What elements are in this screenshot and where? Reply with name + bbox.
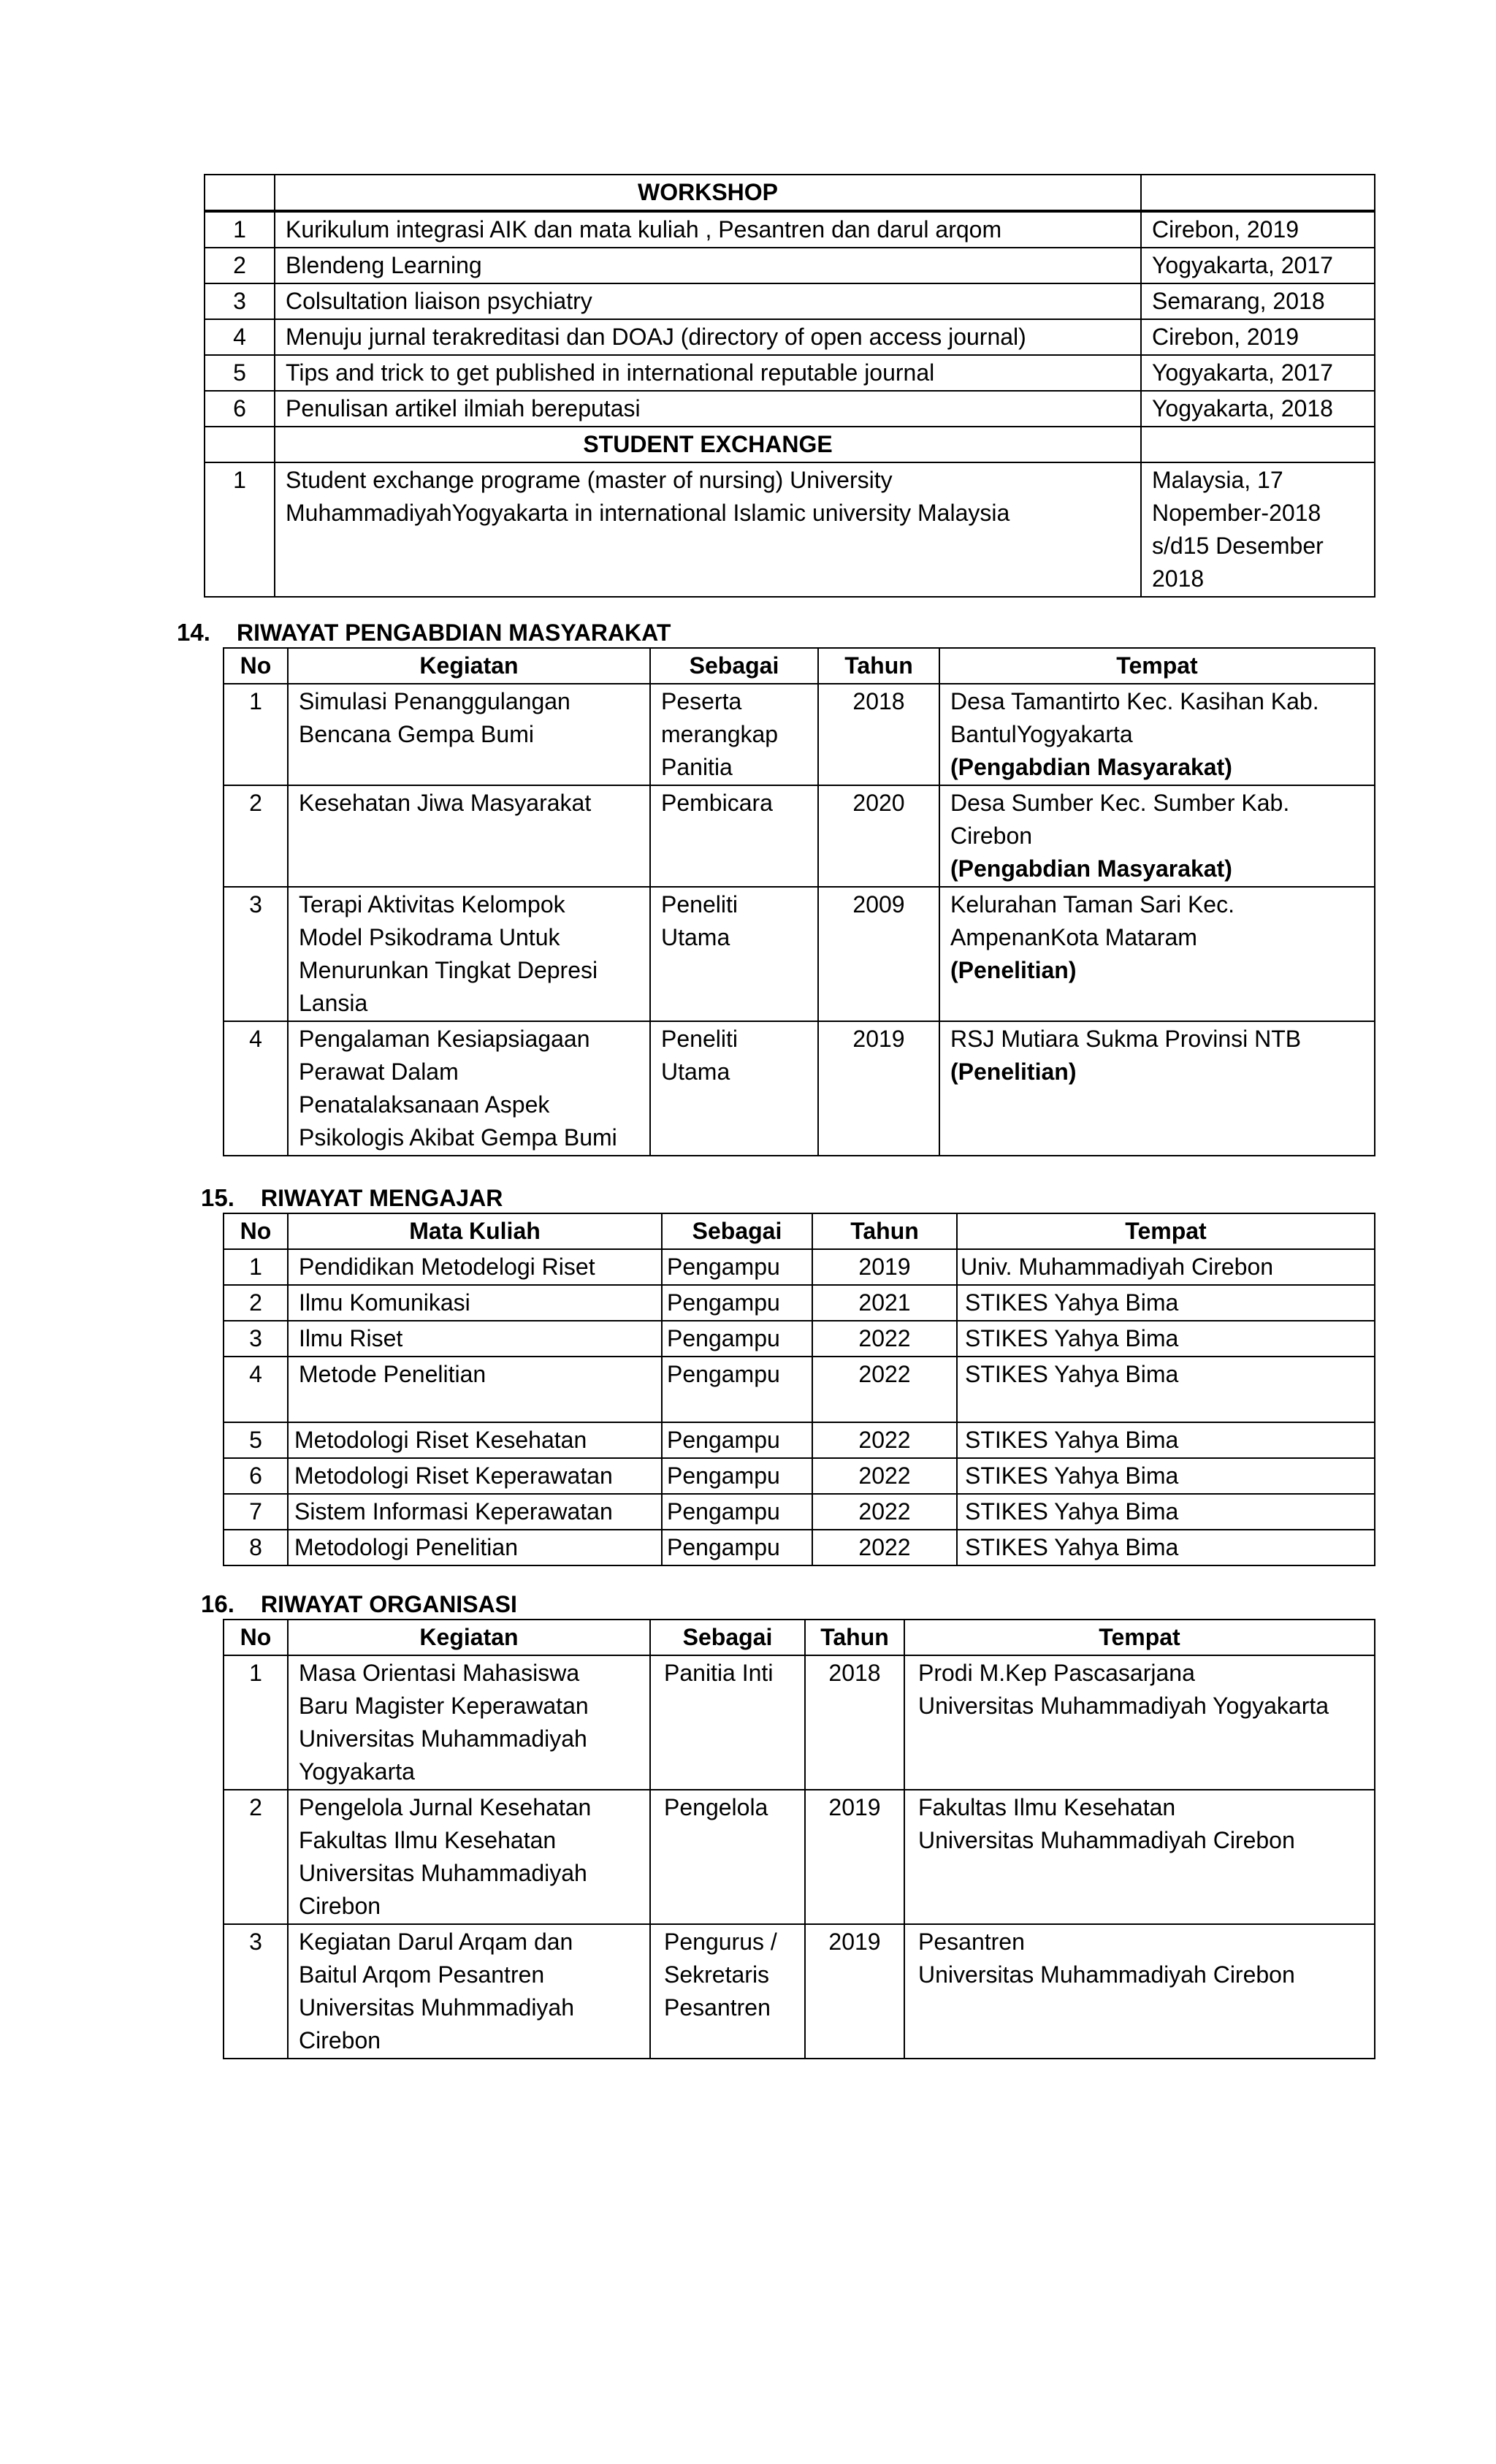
table-row: 6 Metodologi Riset Keperawatan Pengampu 2022 STIKES Yahya Bima xyxy=(224,1458,1375,1494)
table-row: 1 Simulasi Penanggulangan Bencana Gempa Bumi Peserta merangkap Panitia 2018 Desa Tamantirto Kec. Kasihan Kab. BantulYogyakarta (Pengabdian Masyarakat) xyxy=(224,684,1375,785)
table-row: 3 Kegiatan Darul Arqam dan Baitul Arqom Pesantren Universitas Muhmmadiyah Cirebon Pengurus / Sekretaris Pesantren 2019 Pesantren Universitas Muhammadiyah Cirebon xyxy=(224,1924,1375,2059)
table-row: 4 Metode Penelitian Pengampu 2022 STIKES Yahya Bima xyxy=(224,1357,1375,1422)
workshop-header-row xyxy=(205,175,1375,211)
table-row: 4 Pengalaman Kesiapsiagaan Perawat Dalam Penatalaksanaan Aspek Psikologis Akibat Gempa Bumi Peneliti Utama 2019 RSJ Mutiara Sukma Provinsi NTB (Penelitian) xyxy=(224,1021,1375,1156)
mengajar-table xyxy=(223,1213,1375,1566)
table-row: 8 Metodologi Penelitian Pengampu 2022 STIKES Yahya Bima xyxy=(224,1530,1375,1565)
table-row: 2 Pengelola Jurnal Kesehatan Fakultas Ilmu Kesehatan Universitas Muhammadiyah Cirebon Pengelola 2019 Fakultas Ilmu Kesehatan Universitas Muhammadiyah Cirebon xyxy=(224,1790,1375,1924)
table-row: 3 Ilmu Riset Pengampu 2022 STIKES Yahya Bima xyxy=(224,1321,1375,1357)
table-row: 1 Student exchange programe (master of nursing) University MuhammadiyahYogyakarta in international Islamic university Malaysia Malaysia, 17 Nopember-2018 s/d15 Desember 2018 xyxy=(205,462,1375,597)
table-row: 4 Menuju jurnal terakreditasi dan DOAJ (directory of open access journal) Cirebon, 2019 xyxy=(205,319,1375,355)
section-16-heading: 16. RIWAYAT ORGANISASI xyxy=(201,1590,517,1617)
table-row: 2 Blendeng Learning Yogyakarta, 2017 xyxy=(205,248,1375,283)
table-row: 2 Ilmu Komunikasi Pengampu 2021 STIKES Yahya Bima xyxy=(224,1285,1375,1321)
section-15-heading: 15. RIWAYAT MENGAJAR xyxy=(201,1184,503,1211)
table-row: 5 Metodologi Riset Kesehatan Pengampu 2022 STIKES Yahya Bima xyxy=(224,1422,1375,1458)
workshop-table xyxy=(204,174,1375,598)
table-row: 3 Terapi Aktivitas Kelompok Model Psikodrama Untuk Menurunkan Tingkat Depresi Lansia Peneliti Utama 2009 Kelurahan Taman Sari Kec. AmpenanKota Mataram (Penelitian) xyxy=(224,887,1375,1021)
table-row: 1 Pendidikan Metodelogi Riset Pengampu 2019 Univ. Muhammadiyah Cirebon xyxy=(224,1249,1375,1285)
table-header-row: No Mata Kuliah Sebagai Tahun Tempat xyxy=(224,1213,1375,1249)
table-row: 2 Kesehatan Jiwa Masyarakat Pembicara 2020 Desa Sumber Kec. Sumber Kab. Cirebon (Pengabdian Masyarakat) xyxy=(224,785,1375,887)
table-row: 1 Kurikulum integrasi AIK dan mata kuliah , Pesantren dan darul arqom Cirebon, 2019 xyxy=(205,211,1375,248)
exchange-header: STUDENT EXCHANGE xyxy=(275,427,1141,462)
table-row: 3 Colsultation liaison psychiatry Semarang, 2018 xyxy=(205,283,1375,319)
table-header-row: No Kegiatan Sebagai Tahun Tempat xyxy=(224,648,1375,684)
organisasi-table xyxy=(223,1619,1375,2059)
section-14-heading: 14. RIWAYAT PENGABDIAN MASYARAKAT xyxy=(177,619,671,646)
table-row: 1 Masa Orientasi Mahasiswa Baru Magister Keperawatan Universitas Muhammadiyah Yogyakarta Panitia Inti 2018 Prodi M.Kep Pascasarjana Universitas Muhammadiyah Yogyakarta xyxy=(224,1655,1375,1790)
table-header-row: No Kegiatan Sebagai Tahun Tempat xyxy=(224,1620,1375,1655)
table-row: 6 Penulisan artikel ilmiah bereputasi Yogyakarta, 2018 xyxy=(205,391,1375,427)
table-row: 7 Sistem Informasi Keperawatan Pengampu 2022 STIKES Yahya Bima xyxy=(224,1494,1375,1530)
workshop-header: WORKSHOP xyxy=(275,175,1141,211)
pengabdian-table xyxy=(223,647,1375,1156)
table-row: 5 Tips and trick to get published in international reputable journal Yogyakarta, 2017 xyxy=(205,355,1375,391)
exchange-header-row xyxy=(205,427,1375,462)
